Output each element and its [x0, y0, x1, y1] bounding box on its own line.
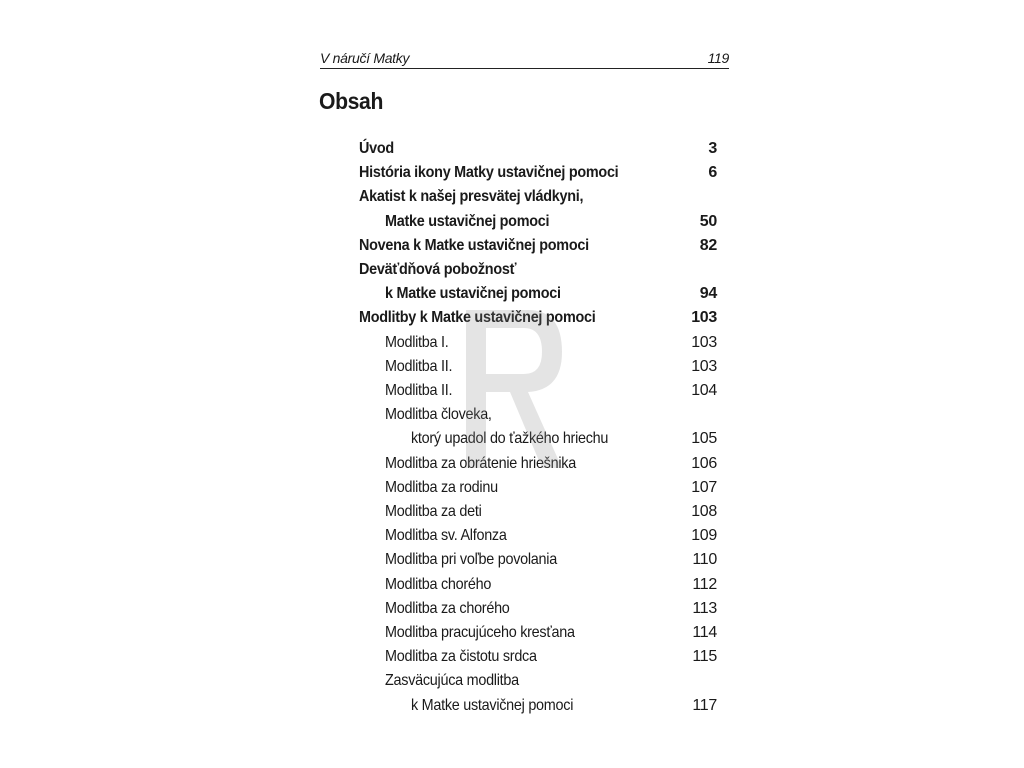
toc-entry	[0, 427, 1024, 451]
toc-entry-title: Novena k Matke ustavičnej pomoci	[359, 236, 589, 254]
toc-entry-page-number: 113	[692, 599, 717, 617]
toc-entry-page-number: 106	[691, 454, 717, 472]
toc-entry-title: Modlitba chorého	[385, 575, 492, 593]
toc-entry	[0, 548, 1024, 572]
toc-entry	[0, 282, 1024, 306]
toc-entry-page-number: 112	[692, 575, 717, 593]
toc-entry-title: ktorý upadol do ťažkého hriechu	[411, 430, 609, 448]
toc-entry-page-number: 109	[691, 527, 717, 545]
toc-entry-page-number: 103	[691, 309, 717, 327]
toc-entry-page-number: 6	[708, 164, 717, 182]
toc-entry-page-number: 103	[691, 357, 717, 375]
toc-entry-page-number: 108	[691, 503, 717, 520]
toc-entry-title: Úvod	[359, 140, 394, 157]
toc-entry-title: k Matke ustavičnej pomoci	[411, 696, 574, 714]
toc-entry-title: k Matke ustavičnej pomoci	[385, 285, 561, 303]
page-title: Obsah	[319, 88, 384, 114]
toc-entry-title: Modlitba II.	[385, 357, 453, 375]
toc-entry	[0, 331, 1024, 355]
toc-entry-title: Modlitba pri voľbe povolania	[385, 551, 557, 569]
toc-entry	[0, 476, 1024, 500]
toc-entry-page-number: 104	[691, 382, 717, 399]
toc-entry-page-number: 107	[691, 478, 717, 496]
toc-entry-page-number: 110	[692, 551, 717, 569]
toc-entry	[0, 258, 1024, 282]
toc-entry-title: Modlitba I.	[385, 333, 449, 351]
toc-entry-page-number: 50	[699, 212, 717, 230]
toc-entry	[0, 137, 1024, 161]
toc-entry	[0, 621, 1024, 645]
toc-entry-title: Modlitba za rodinu	[385, 478, 498, 496]
toc-entry	[0, 500, 1024, 524]
toc-entry-title: Modlitba za obrátenie hriešnika	[385, 454, 576, 472]
toc-entry-title: Modlitba II.	[385, 382, 453, 399]
toc-entry-title: Modlitba za chorého	[385, 599, 510, 617]
toc-entry-page-number: 103	[691, 333, 717, 351]
toc-entry-page-number: 105	[691, 430, 717, 448]
toc-entry-title: Modlitba pracujúceho kresťana	[385, 624, 575, 641]
toc-entry-title: Deväťdňová pobožnosť	[359, 261, 517, 278]
toc-entry-title: Modlitba za čistotu srdca	[385, 648, 537, 666]
toc-entry	[0, 306, 1024, 330]
toc-entry	[0, 694, 1024, 718]
toc-entry	[0, 185, 1024, 209]
toc-entry-title: Modlitba sv. Alfonza	[385, 527, 507, 545]
toc-entry	[0, 234, 1024, 258]
toc-entry	[0, 161, 1024, 185]
toc-entry-page-number: 3	[708, 140, 717, 157]
toc-entry-title: Matke ustavičnej pomoci	[385, 212, 550, 230]
toc-entry	[0, 597, 1024, 621]
toc-entry	[0, 379, 1024, 403]
toc-entry-page-number: 94	[699, 285, 717, 303]
toc-entry-title: Modlitby k Matke ustavičnej pomoci	[359, 309, 596, 327]
header-book-title: V náručí Matky	[320, 50, 410, 66]
toc-entry	[0, 403, 1024, 427]
toc-entry-page-number: 114	[692, 624, 717, 641]
toc-entry-title: Zasväcujúca modlitba	[385, 672, 519, 690]
toc-entry-page-number: 82	[699, 236, 717, 254]
toc-entry-title: Modlitba človeka,	[385, 406, 492, 424]
running-header	[320, 48, 729, 69]
toc-entry	[0, 669, 1024, 693]
toc-entry	[0, 573, 1024, 597]
toc-entry-title: Akatist k našej presvätej vládkyni,	[359, 188, 584, 206]
toc-entry	[0, 355, 1024, 379]
toc-entry-title: História ikony Matky ustavičnej pomoci	[359, 164, 619, 182]
toc-entry-page-number: 115	[692, 648, 717, 666]
toc-entry-page-number: 117	[692, 696, 717, 714]
toc-entry-title: Modlitba za deti	[385, 503, 482, 520]
toc-entry	[0, 452, 1024, 476]
toc-entry	[0, 524, 1024, 548]
toc-entry	[0, 210, 1024, 234]
toc-entry	[0, 645, 1024, 669]
header-page-number: 119	[707, 50, 729, 66]
